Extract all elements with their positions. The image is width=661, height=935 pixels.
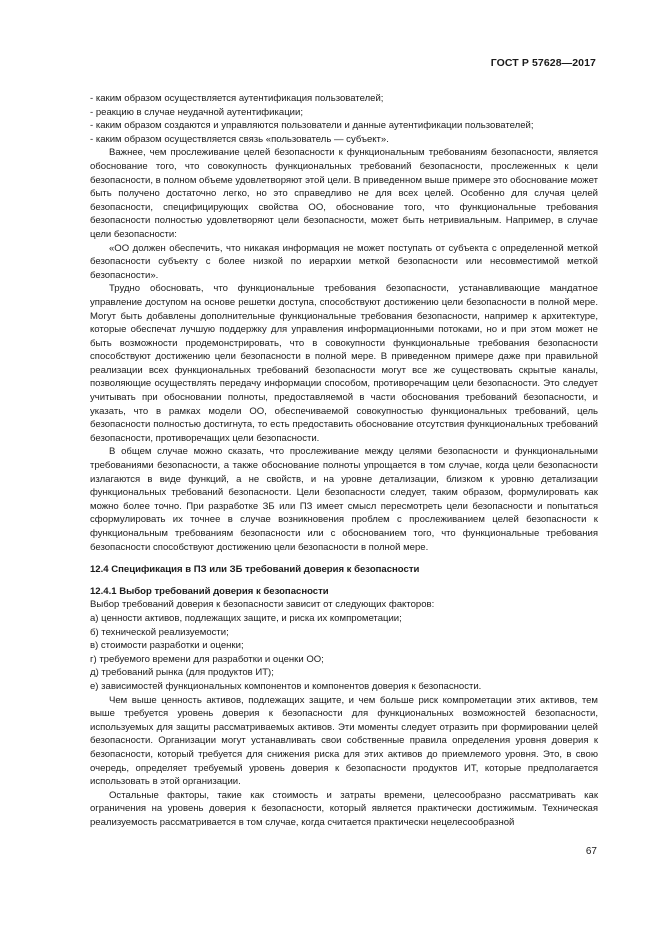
paragraph: Трудно обосновать, что функциональные требования безопасности, устанавливающие мандатное управление доступом на основе решетки доступа, способствуют достижению цели безопасности в полной мере. Могут быть добавлены дополнительные функциональные требования безопасности, например к архитектуре, которые обеспечат лучшую поддержку для управления информационными потоками, но и при этом может не быть возможности продемонстрировать, что в совокупности функциональные требования безопасности способствуют достижению цели безопасности в полной мере. В приведенном примере даже при правильной реализации всех функциональных требований безопасности могут все же существовать скрытые каналы, позволяющие осуществлять передачу информации способом, противоречащим цели безопасности. Это следует учитывать при обосновании полноты, предоставляемой в части обоснования требований безопасности, и указать, что в рамках модели ОО, обеспечиваемой совокупностью функциональных требований, цель безопасности полностью достигнута, то есть предоставить обоснование отсутствия функциональных требований безопасности, противоречащих цели безопасности.: [90, 283, 598, 444]
list-item: - каким образом осуществляется связь «пользователь — субъект».: [90, 133, 389, 145]
subsection-heading: 12.4.1 Выбор требований доверия к безопасности: [90, 585, 329, 597]
quote-paragraph: «ОО должен обеспечить, что никакая информация не может поступать от субъекта с определенной меткой безопасности субъекту с более низкой по иерархии меткой безопасности или несовместимой меткой безопасности».: [90, 242, 598, 281]
paragraph: Важнее, чем прослеживание целей безопасности к функциональным требованиям безопасности, является обоснование того, что совокупность функциональных требований безопасности, прослеженных к цели безопасности, в полном объеме удовлетворяют этой цели. В приведенном выше примере это обоснование может быть получено достаточно легко, но это справедливо не для всех целей. Особенно для случая целей безопасности, специфицирующих свойства ОО, обоснование того, что функциональные требования безопасности полностью удовлетворяют цели безопасности, может быть нетривиальным. Например, в случае цели безопасности:: [90, 147, 598, 240]
list-item: а) ценности активов, подлежащих защите, и риска их компрометации;: [90, 612, 402, 624]
page-number: 67: [585, 846, 597, 857]
paragraph: В общем случае можно сказать, что прослеживание между целями безопасности и функциональными требованиями безопасности, а также обоснование полноты упрощается в том случае, когда цели безопасности излагаются в виде функций, а не свойств, и на уровне детализации, близком к уровню детализации функциональных требований безопасности. Цели безопасности следует, таким образом, формулировать как можно более точно. При разработке ЗБ или ПЗ имеет смысл пересмотреть цели безопасности и попытаться сформулировать их точнее в случае возникновения проблем с прослеживанием целей безопасности к функциональным требованиям безопасности или с обоснованием того, что функциональные требования безопасности способствуют достижению цели безопасности в полной мере.: [90, 446, 598, 553]
paragraph: Остальные факторы, такие как стоимость и затраты времени, целесообразно рассматривать как ограничения на уровень доверия к безопасности, который является практически достижимым. Техническая реализуемость рассматривается в том случае, когда считается практически нецелесообразной: [90, 789, 598, 828]
list-item: - реакцию в случае неудачной аутентификации;: [90, 106, 303, 118]
paragraph: Выбор требований доверия к безопасности зависит от следующих факторов:: [90, 599, 435, 611]
list-item: д) требований рынка (для продуктов ИТ);: [90, 667, 274, 679]
section-heading: 12.4 Спецификация в ПЗ или ЗБ требований доверия к безопасности: [90, 564, 420, 576]
list-item: г) требуемого времени для разработки и оценки ОО;: [90, 653, 324, 665]
list-item: е) зависимостей функциональных компонентов и компонентов доверия к безопасности.: [90, 680, 482, 692]
document-header: ГОСТ Р 57628—2017: [490, 57, 596, 69]
page-body: [90, 92, 598, 829]
list-item: - каким образом осуществляется аутентификация пользователей;: [90, 93, 384, 104]
paragraph: Чем выше ценность активов, подлежащих защите, и чем больше риск компрометации этих активов, тем выше требуется уровень доверия к безопасности для функциональных возможностей безопасности, используемых для защиты рассматриваемых активов. Эти моменты следует отразить при формировании целей безопасности. Организации могут устанавливать свои собственные правила определения уровня доверия к безопасности, который требуется для снижения риска для этих активов до приемлемого уровня. Это, в свою очередь, определяет требуемый уровень доверия к безопасности продуктов ИТ, которые предполагается использовать в этой организации.: [90, 694, 598, 788]
list-item: б) технической реализуемости;: [90, 626, 229, 638]
list-item: - каким образом создаются и управляются пользователи и данные аутентификации пользователей;: [90, 120, 534, 132]
list-item: в) стоимости разработки и оценки;: [90, 640, 244, 652]
